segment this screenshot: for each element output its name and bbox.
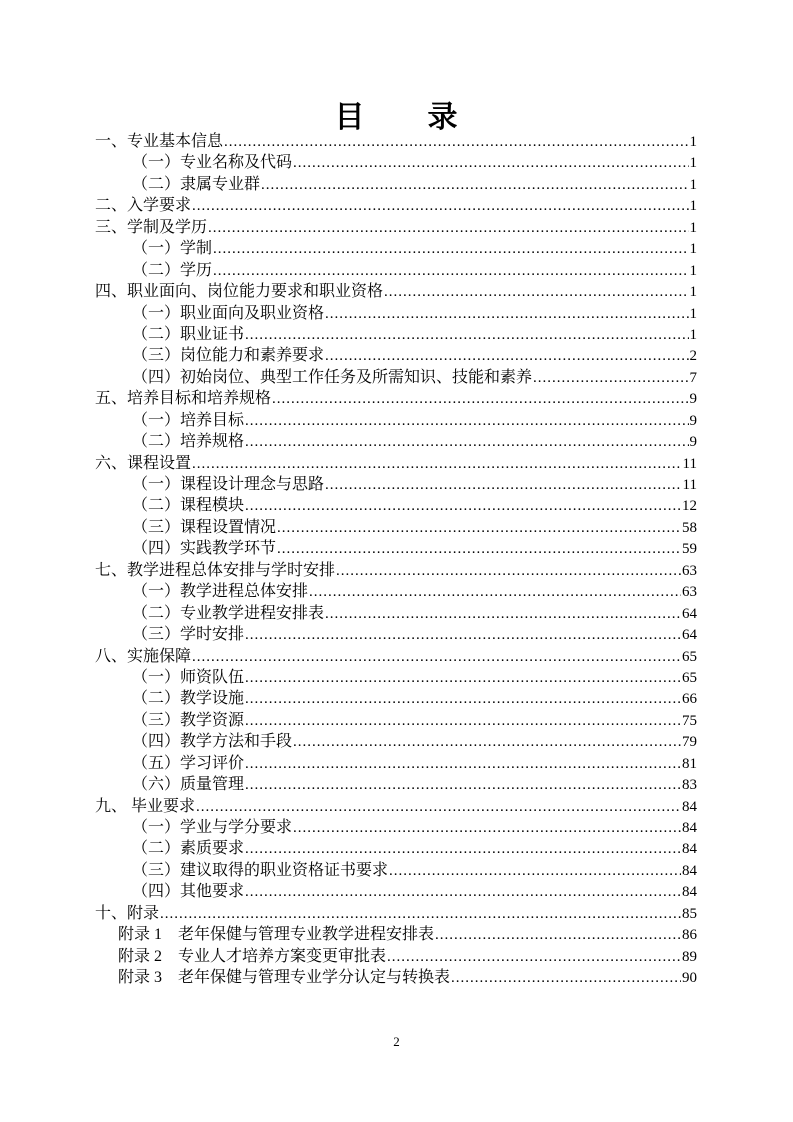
toc-dot-leader bbox=[293, 817, 681, 839]
toc-entry[interactable] bbox=[95, 495, 697, 516]
toc-entry-page: 9 bbox=[689, 391, 697, 408]
toc-entry-label: 七、教学进程总体安排与学时安排 bbox=[95, 561, 336, 579]
toc-entry[interactable] bbox=[95, 388, 697, 409]
toc-entry-page: 2 bbox=[689, 348, 697, 365]
toc-entry-page: 1 bbox=[689, 326, 697, 343]
toc-dot-leader bbox=[245, 324, 688, 346]
toc-entry[interactable] bbox=[95, 131, 697, 152]
toc-entry[interactable] bbox=[95, 838, 697, 859]
toc-list bbox=[95, 131, 697, 989]
toc-entry-label: （一）职业面向及职业资格 bbox=[132, 304, 325, 322]
toc-entry-label: （四）初始岗位、典型工作任务及所需知识、技能和素养 bbox=[132, 368, 533, 386]
toc-entry-label: （三）建议取得的职业资格证书要求 bbox=[132, 861, 389, 879]
toc-entry[interactable] bbox=[95, 324, 697, 345]
toc-entry-page: 1 bbox=[689, 284, 697, 301]
toc-dot-leader bbox=[533, 367, 688, 389]
toc-entry[interactable] bbox=[95, 410, 697, 431]
toc-entry-page: 84 bbox=[682, 884, 697, 901]
toc-entry-page: 9 bbox=[689, 412, 697, 429]
toc-dot-leader bbox=[213, 260, 688, 282]
toc-dot-leader bbox=[272, 388, 688, 410]
toc-entry-label: （一）师资队伍 bbox=[132, 668, 245, 686]
toc-entry-label: （五）学习评价 bbox=[132, 754, 245, 772]
toc-entry-page: 58 bbox=[682, 519, 697, 536]
toc-dot-leader bbox=[277, 538, 681, 560]
toc-dot-leader bbox=[245, 431, 688, 453]
toc-entry-page: 64 bbox=[682, 627, 697, 644]
toc-dot-leader bbox=[277, 517, 681, 539]
toc-entry[interactable] bbox=[95, 860, 697, 881]
toc-dot-leader bbox=[389, 860, 681, 882]
toc-entry-label: 五、培养目标和培养规格 bbox=[95, 390, 272, 408]
toc-dot-leader bbox=[245, 774, 681, 796]
toc-entry[interactable] bbox=[95, 924, 697, 945]
toc-entry-page: 1 bbox=[689, 219, 697, 236]
toc-entry-label: （二）教学设施 bbox=[132, 690, 245, 708]
toc-dot-leader bbox=[208, 217, 688, 239]
toc-entry-page: 84 bbox=[682, 798, 697, 815]
toc-entry-page: 85 bbox=[682, 905, 697, 922]
toc-entry-label: 六、课程设置 bbox=[95, 454, 192, 472]
toc-entry[interactable] bbox=[95, 367, 697, 388]
toc-entry-page: 1 bbox=[689, 305, 697, 322]
toc-dot-leader bbox=[451, 967, 681, 989]
toc-entry-page: 1 bbox=[689, 176, 697, 193]
toc-entry-page: 84 bbox=[682, 841, 697, 858]
toc-entry-page: 59 bbox=[682, 541, 697, 558]
toc-dot-leader bbox=[245, 710, 681, 732]
toc-entry-page: 1 bbox=[689, 155, 697, 172]
toc-entry[interactable] bbox=[95, 560, 697, 581]
toc-entry-page: 84 bbox=[682, 862, 697, 879]
toc-entry-label: （四）其他要求 bbox=[132, 883, 245, 901]
toc-dot-leader bbox=[245, 881, 681, 903]
toc-dot-leader bbox=[387, 946, 681, 968]
toc-dot-leader bbox=[245, 688, 681, 710]
toc-entry-page: 11 bbox=[682, 477, 697, 493]
toc-dot-leader bbox=[325, 303, 688, 325]
toc-entry-page: 1 bbox=[689, 262, 697, 279]
toc-entry[interactable] bbox=[95, 710, 697, 731]
toc-dot-leader bbox=[336, 560, 681, 582]
toc-entry-label: （六）质量管理 bbox=[132, 776, 245, 794]
toc-entry-label: （一）学制 bbox=[132, 240, 213, 258]
toc-entry[interactable] bbox=[95, 581, 697, 602]
toc-dot-leader bbox=[309, 581, 681, 603]
toc-dot-leader bbox=[192, 646, 681, 668]
toc-dot-leader bbox=[435, 924, 681, 946]
toc-entry[interactable] bbox=[95, 152, 697, 173]
toc-entry[interactable] bbox=[95, 238, 697, 259]
toc-entry-label: （三）岗位能力和素养要求 bbox=[132, 347, 325, 365]
toc-entry[interactable] bbox=[95, 217, 697, 238]
toc-entry-page: 90 bbox=[682, 970, 697, 987]
toc-entry[interactable] bbox=[95, 624, 697, 645]
toc-dot-leader bbox=[192, 453, 682, 475]
toc-entry-page: 84 bbox=[682, 820, 697, 836]
toc-entry-page: 65 bbox=[682, 669, 697, 686]
toc-entry[interactable] bbox=[95, 538, 697, 559]
toc-entry-page: 1 bbox=[689, 241, 697, 258]
toc-entry-page: 64 bbox=[682, 605, 697, 622]
toc-entry-page: 9 bbox=[689, 434, 697, 451]
toc-entry-label: （一）课程设计理念与思路 bbox=[132, 476, 325, 493]
toc-entry-label: 八、实施保障 bbox=[95, 647, 192, 665]
toc-entry-label: （一）培养目标 bbox=[132, 411, 245, 429]
toc-entry-label: （三）学时安排 bbox=[132, 626, 245, 644]
toc-entry-label: （二）隶属专业群 bbox=[132, 175, 261, 193]
toc-dot-leader bbox=[213, 238, 688, 260]
toc-dot-leader bbox=[245, 410, 688, 432]
toc-entry-page: 81 bbox=[682, 755, 697, 772]
toc-entry[interactable] bbox=[95, 517, 697, 538]
toc-entry-label: （二）素质要求 bbox=[132, 840, 245, 858]
toc-dot-leader bbox=[245, 495, 681, 517]
toc-entry-label: （三）课程设置情况 bbox=[132, 518, 277, 536]
toc-entry-page: 83 bbox=[682, 777, 697, 794]
toc-dot-leader bbox=[325, 345, 688, 367]
toc-entry[interactable] bbox=[95, 195, 697, 216]
toc-entry-page: 63 bbox=[682, 562, 697, 579]
toc-entry[interactable] bbox=[95, 731, 697, 752]
toc-entry-label: （四）教学方法和手段 bbox=[132, 733, 293, 751]
toc-entry-page: 79 bbox=[682, 734, 697, 751]
toc-entry[interactable] bbox=[95, 603, 697, 624]
toc-entry-page: 75 bbox=[682, 712, 697, 729]
toc-entry-label: 附录 2 专业人才培养方案变更审批表 bbox=[118, 947, 387, 965]
toc-entry-label: 十、附录 bbox=[95, 904, 160, 922]
toc-entry[interactable] bbox=[95, 260, 697, 281]
toc-entry-label: （三）教学资源 bbox=[132, 711, 245, 729]
toc-entry-label: （一）专业名称及代码 bbox=[132, 154, 293, 172]
toc-entry-label: （二）专业教学进程安排表 bbox=[132, 604, 325, 622]
toc-entry[interactable] bbox=[95, 688, 697, 709]
toc-dot-leader bbox=[245, 624, 681, 646]
toc-entry[interactable] bbox=[95, 774, 697, 795]
toc-dot-leader bbox=[245, 753, 681, 775]
toc-entry[interactable] bbox=[95, 303, 697, 324]
toc-entry[interactable] bbox=[95, 474, 697, 495]
toc-entry-label: （二）职业证书 bbox=[132, 325, 245, 343]
toc-entry-page: 66 bbox=[682, 691, 697, 708]
toc-entry-page: 11 bbox=[682, 455, 697, 472]
toc-dot-leader bbox=[325, 474, 682, 496]
toc-entry-label: 一、专业基本信息 bbox=[95, 133, 224, 150]
toc-dot-leader bbox=[245, 838, 681, 860]
toc-dot-leader bbox=[384, 281, 688, 303]
toc-entry-label: 附录 3 老年保健与管理专业学分认定与转换表 bbox=[118, 969, 451, 987]
toc-entry[interactable] bbox=[95, 946, 697, 967]
toc-entry-label: 三、学制及学历 bbox=[95, 218, 208, 236]
toc-title: 目 录 bbox=[334, 101, 459, 134]
toc-entry-label: （一）学业与学分要求 bbox=[132, 819, 293, 836]
toc-entry[interactable] bbox=[95, 903, 697, 924]
toc-dot-leader bbox=[160, 903, 681, 925]
toc-entry-page: 12 bbox=[682, 498, 697, 515]
toc-dot-leader bbox=[192, 195, 688, 217]
toc-entry-page: 86 bbox=[682, 927, 697, 944]
toc-entry[interactable] bbox=[95, 967, 697, 988]
toc-entry-label: 二、入学要求 bbox=[95, 197, 192, 215]
toc-entry-label: （四）实践教学环节 bbox=[132, 540, 277, 558]
toc-entry-page: 65 bbox=[682, 648, 697, 665]
page-number-footer: 2 bbox=[393, 1034, 400, 1049]
toc-entry[interactable] bbox=[95, 345, 697, 366]
toc-dot-leader bbox=[261, 174, 688, 196]
toc-entry[interactable] bbox=[95, 817, 697, 838]
toc-entry[interactable] bbox=[95, 453, 697, 474]
toc-entry[interactable] bbox=[95, 431, 697, 452]
toc-entry-label: （二）培养规格 bbox=[132, 433, 245, 451]
toc-dot-leader bbox=[196, 796, 681, 818]
toc-entry[interactable] bbox=[95, 881, 697, 902]
toc-entry-page: 1 bbox=[689, 198, 697, 215]
toc-entry[interactable] bbox=[95, 174, 697, 195]
toc-entry[interactable] bbox=[95, 796, 697, 817]
toc-dot-leader bbox=[293, 731, 681, 753]
toc-entry-label: （二）学历 bbox=[132, 261, 213, 279]
toc-entry-label: 四、职业面向、岗位能力要求和职业资格 bbox=[95, 283, 384, 301]
toc-entry-label: 九、 毕业要求 bbox=[95, 797, 196, 815]
toc-entry-label: 附录 1 老年保健与管理专业教学进程安排表 bbox=[118, 926, 435, 944]
toc-dot-leader bbox=[245, 667, 681, 689]
toc-entry-page: 63 bbox=[682, 584, 697, 601]
toc-dot-leader bbox=[293, 152, 688, 174]
toc-entry[interactable] bbox=[95, 667, 697, 688]
toc-entry[interactable] bbox=[95, 646, 697, 667]
toc-dot-leader bbox=[224, 131, 688, 153]
toc-entry-label: （一）教学进程总体安排 bbox=[132, 583, 309, 601]
toc-entry-page: 7 bbox=[689, 369, 697, 386]
toc-entry-label: （二）课程模块 bbox=[132, 497, 245, 515]
toc-dot-leader bbox=[325, 603, 681, 625]
toc-entry-page: 1 bbox=[689, 134, 697, 150]
toc-entry-page: 89 bbox=[682, 948, 697, 965]
toc-entry[interactable] bbox=[95, 753, 697, 774]
toc-entry[interactable] bbox=[95, 281, 697, 302]
